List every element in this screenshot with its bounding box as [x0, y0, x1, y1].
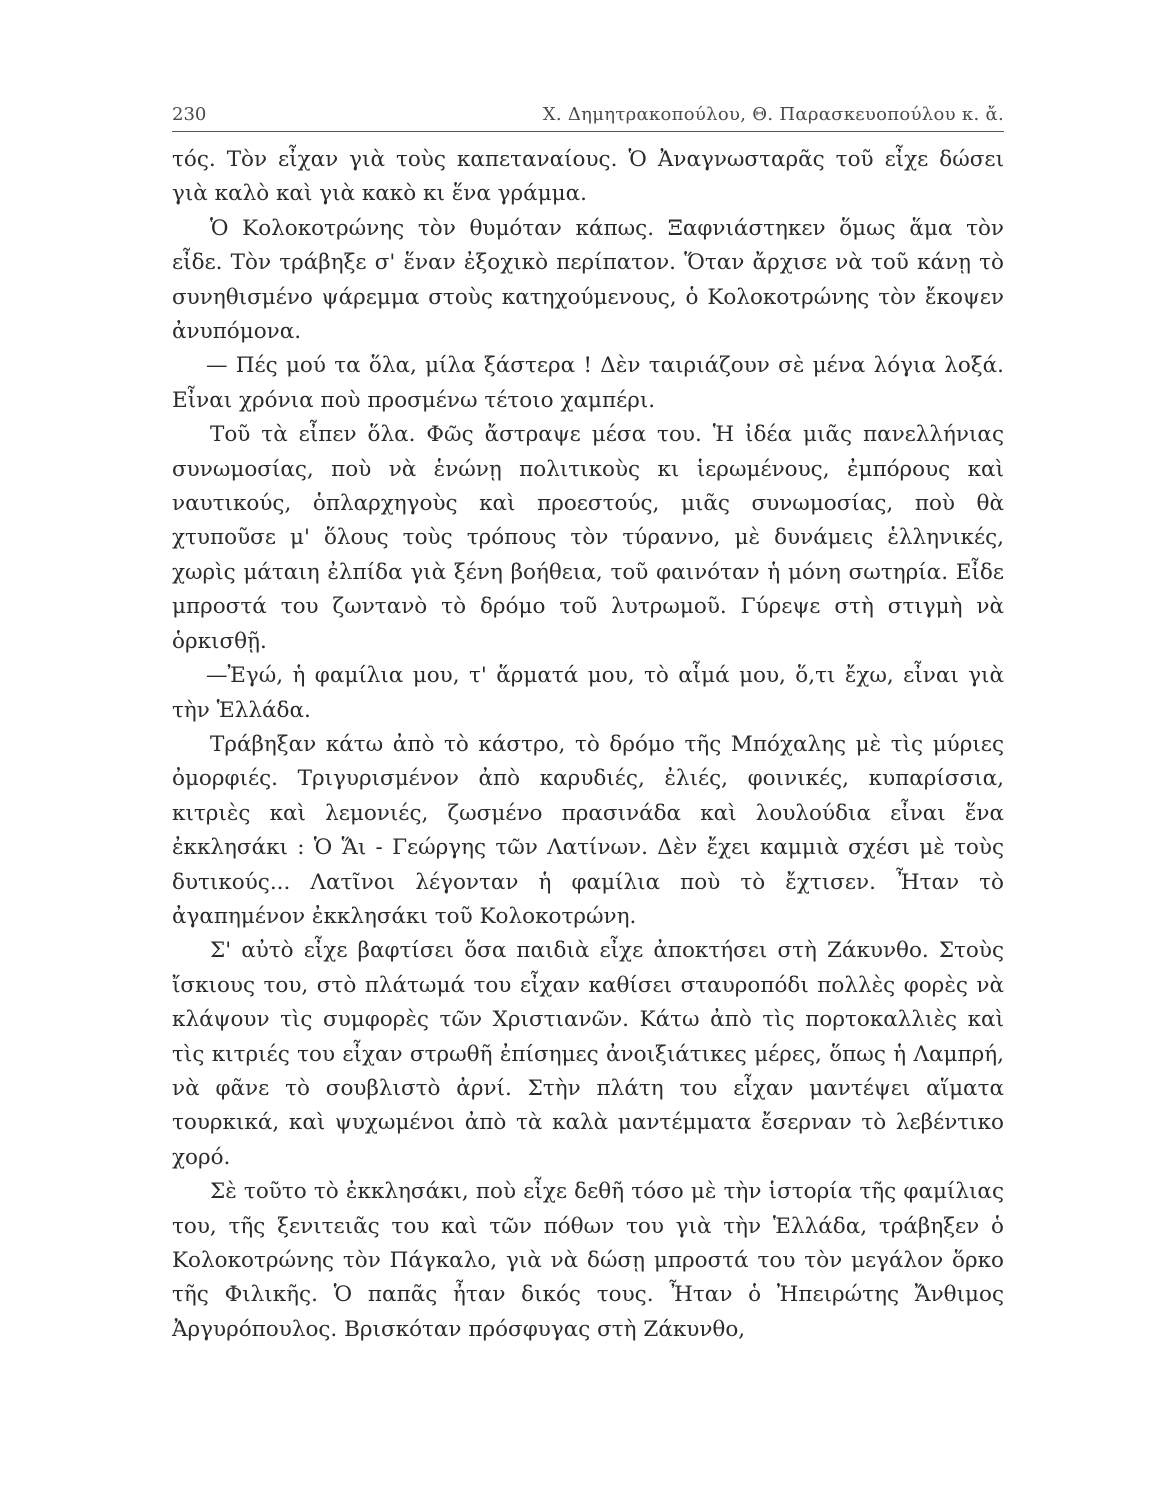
header-rule: [172, 131, 1004, 132]
page-header: [172, 100, 1004, 130]
paragraph: Τράβηξαν κάτω ἀπὸ τὸ κάστρο, τὸ δρόμο τῆς Μπόχαλης μὲ τὶς μύριες ὀμορφιές. Τριγυρισμένον ἀπὸ καρυδιές, ἐλιές, φοινικές, κυπαρίσσια, κιτριὲς καὶ λεμονιές, ζωσμένο πρασινάδα καὶ λουλούδια εἶναι ἕνα ἐκκλησάκι : Ὁ Ἅι - Γεώργης τῶν Λατίνων. Δὲν ἔχει καμμιὰ σχέσι μὲ τοὺς δυτικούς... Λατῖνοι λέγονταν ἡ φαμίλια ποὺ τὸ ἔχτισεν. Ἦταν τὸ ἀγαπημένον ἐκκλησάκι τοῦ Κολοκοτρώνη.: [172, 731, 1004, 929]
paragraph: τός. Τὸν εἶχαν γιὰ τοὺς καπεταναίους. Ὁ Ἀναγνωσταρᾶς τοῦ εἶχε δώσει γιὰ καλὸ καὶ γιὰ κακὸ κι ἕνα γράμμα.: [172, 147, 1004, 207]
paragraph: Ὁ Κολοκοτρώνης τὸν θυμόταν κάπως. Ξαφνιάστηκεν ὅμως ἅμα τὸν εἶδε. Τὸν τράβηξε σ' ἕναν ἐξοχικὸ περίπατον. Ὅταν ἄρχισε νὰ τοῦ κάνῃ τὸ συνηθισμένο ψάρεμμα στοὺς κατηχούμενους, ὁ Κολοκοτρώνης τὸν ἔκοψεν ἀνυπόμονα.: [172, 215, 1004, 345]
body-text: [172, 143, 1004, 1347]
page-number: 230: [172, 104, 207, 125]
paragraph: Σὲ τοῦτο τὸ ἐκκλησάκι, ποὺ εἶχε δεθῆ τόσο μὲ τὴν ἱστορία τῆς φαμίλιας του, τῆς ξενιτειᾶς του καὶ τῶν πόθων του γιὰ τὴν Ἑλλάδα, τράβηξεν ὁ Κολοκοτρώνης τὸν Πάγκαλο, γιὰ νὰ δώσῃ μπροστά του τὸν μεγάλον ὅρκο τῆς Φιλικῆς. Ὁ παπᾶς ἦταν δικός τους. Ἦταν ὁ Ἠπειρώτης Ἄνθιμος Ἀργυρόπουλος. Βρισκόταν πρόσφυγας στὴ Ζάκυνθο,: [172, 1179, 1004, 1342]
paragraph-dialogue: — Πές μού τα ὅλα, μίλα ξάστερα ! Δὲν ταιριάζουν σὲ μένα λόγια λοξά. Εἶναι χρόνια ποὺ προσμένω τέτοιο χαμπέρι.: [172, 353, 1004, 413]
running-head: Χ. Δημητρακοπούλου, Θ. Παρασκευοπούλου κ. ἄ.: [542, 104, 1004, 125]
paragraph: Τοῦ τὰ εἶπεν ὅλα. Φῶς ἄστραψε μέσα του. Ἡ ἰδέα μιᾶς πανελλήνιας συνωμοσίας, ποὺ νὰ ἑνώνῃ πολιτικοὺς κι ἱερωμένους, ἐμπόρους καὶ ναυτικούς, ὁπλαρχηγοὺς καὶ προεστούς, μιᾶς συνωμοσίας, ποὺ θὰ χτυποῦσε μ' ὅλους τοὺς τρόπους τὸν τύραννο, μὲ δυνάμεις ἑλληνικές, χωρὶς μάταιη ἐλπίδα γιὰ ξένη βοήθεια, τοῦ φαινόταν ἡ μόνη σωτηρία. Εἶδε μπροστά του ζωντανὸ τὸ δρόμο τοῦ λυτρωμοῦ. Γύρεψε στὴ στιγμὴ νὰ ὁρκισθῇ.: [172, 422, 1004, 654]
paragraph: Σ' αὐτὸ εἶχε βαφτίσει ὅσα παιδιὰ εἶχε ἀποκτήσει στὴ Ζάκυνθο. Στοὺς ἴσκιους του, στὸ πλάτωμά του εἶχαν καθίσει σταυροπόδι πολλὲς φορὲς νὰ κλάψουν τὶς συμφορὲς τῶν Χριστιανῶν. Κάτω ἀπὸ τὶς πορτοκαλλιὲς καὶ τὶς κιτριές του εἶχαν στρωθῆ ἐπίσημες ἀνοιξιάτικες μέρες, ὅπως ἡ Λαμπρή, νὰ φᾶνε τὸ σουβλιστὸ ἀρνί. Στὴν πλάτη του εἶχαν μαντέψει αἵματα τουρκικά, καὶ ψυχωμένοι ἀπὸ τὰ καλὰ μαντέμματα ἔσερναν τὸ λεβέντικο χορό.: [172, 938, 1004, 1170]
paragraph-dialogue: —Ἐγώ, ἡ φαμίλια μου, τ' ἅρματά μου, τὸ αἷμά μου, ὅ,τι ἔχω, εἶναι γιὰ τὴν Ἑλλάδα.: [172, 663, 1004, 723]
